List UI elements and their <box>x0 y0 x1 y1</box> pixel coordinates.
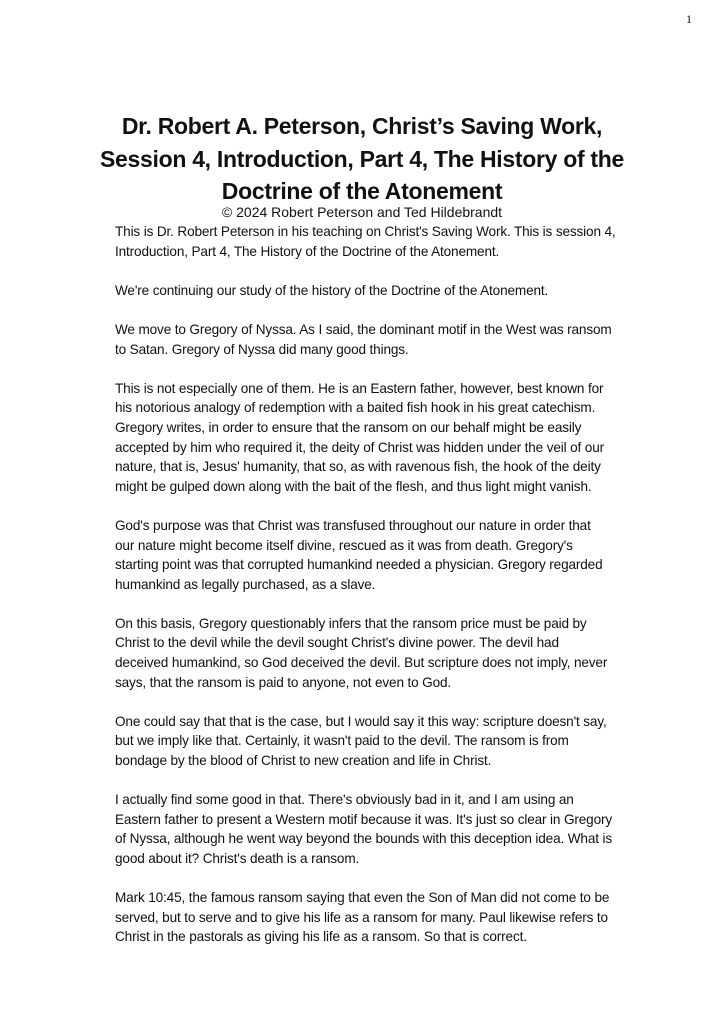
text-line: One could say that that is the case, but I would say it this way: scripture doesn't say, <box>115 713 607 729</box>
text-line: his notorious analogy of redemption with a baited fish hook in his great catechism. <box>115 400 596 416</box>
paragraph <box>115 516 635 594</box>
title-line: Doctrine of the Atonement <box>221 178 503 204</box>
text-line: starting point was that corrupted humankind needed a physician. Gregory regarded <box>115 557 603 573</box>
text-line: Eastern father to present a Western motif because it was. It's just so clear in Gregory <box>115 811 613 827</box>
text-line: nature, that is, Jesus' humanity, that so, as with ravenous fish, the hook of the deity <box>115 459 601 475</box>
text-line: This is not especially one of them. He is an Eastern father, however, best known for <box>115 380 604 396</box>
text-line: bondage by the blood of Christ to new creation and life in Christ. <box>115 753 492 769</box>
text-line: says, that the ransom is paid to anyone, not even to God. <box>115 674 452 690</box>
text-line: Mark 10:45, the famous ransom saying that even the Son of Man did not come to be <box>115 890 610 906</box>
text-line: good about it? Christ's death is a ransom. <box>115 851 360 866</box>
document-title <box>60 110 664 208</box>
text-line: I actually find some good in that. There's obviously bad in it, and I am using an <box>115 792 574 808</box>
page-number: 1 <box>686 12 692 26</box>
paragraph <box>115 281 635 301</box>
text-line: accepted by him who required it, the deity of Christ was hidden under the veil of our <box>115 439 604 455</box>
text-line: Christ to the devil while the devil sought Christ's divine power. The devil had <box>115 635 559 651</box>
text-line: Introduction, Part 4, The History of the Doctrine of the Atonement. <box>115 243 500 259</box>
copyright-notice: © 2024 Robert Peterson and Ted Hildebrandt <box>221 204 503 220</box>
text-line: On this basis, Gregory questionably infers that the ransom price must be paid by <box>115 615 587 631</box>
text-line: but we imply like that. Certainly, it wasn't paid to the devil. The ransom is from <box>115 733 569 749</box>
text-line: might be gulped down along with the bait of the flesh, and thus light might vanish. <box>115 478 592 494</box>
title-line: Dr. Robert A. Peterson, Christ’s Saving Work, <box>121 113 603 139</box>
text-line: humankind as legally purchased, as a slave. <box>115 576 376 592</box>
paragraph <box>115 888 635 947</box>
paragraph <box>115 712 635 771</box>
text-line: This is Dr. Robert Peterson in his teaching on Christ's Saving Work. This is session 4, <box>115 224 616 239</box>
text-line: to Satan. Gregory of Nyssa did many good things. <box>115 341 409 357</box>
paragraph <box>115 320 635 359</box>
text-line: We move to Gregory of Nyssa. As I said, the dominant motif in the West was ransom <box>115 321 612 337</box>
text-line: We're continuing our study of the history of the Doctrine of the Atonement. <box>115 282 549 298</box>
text-line: deceived humankind, so God deceived the devil. But scripture does not imply, never <box>115 655 608 671</box>
text-line: our nature might become itself divine, rescued as it was from death. Gregory's <box>115 537 573 553</box>
paragraph <box>115 790 635 868</box>
paragraph <box>115 614 635 692</box>
paragraph <box>115 222 635 261</box>
document-body <box>115 222 635 967</box>
text-line: Christ in the pastorals as giving his life as a ransom. So that is correct. <box>115 929 527 945</box>
title-line: Session 4, Introduction, Part 4, The History of the <box>100 145 624 172</box>
text-line: Gregory writes, in order to ensure that the ransom on our behalf might be easily <box>115 419 582 435</box>
text-line: served, but to serve and to give his life as a ransom for many. Paul likewise refers to <box>115 909 608 925</box>
text-line: God's purpose was that Christ was transfused throughout our nature in order that <box>115 517 591 533</box>
text-line: of Nyssa, although he went way beyond the bounds with this deception idea. What is <box>115 831 613 847</box>
paragraph <box>115 379 635 497</box>
